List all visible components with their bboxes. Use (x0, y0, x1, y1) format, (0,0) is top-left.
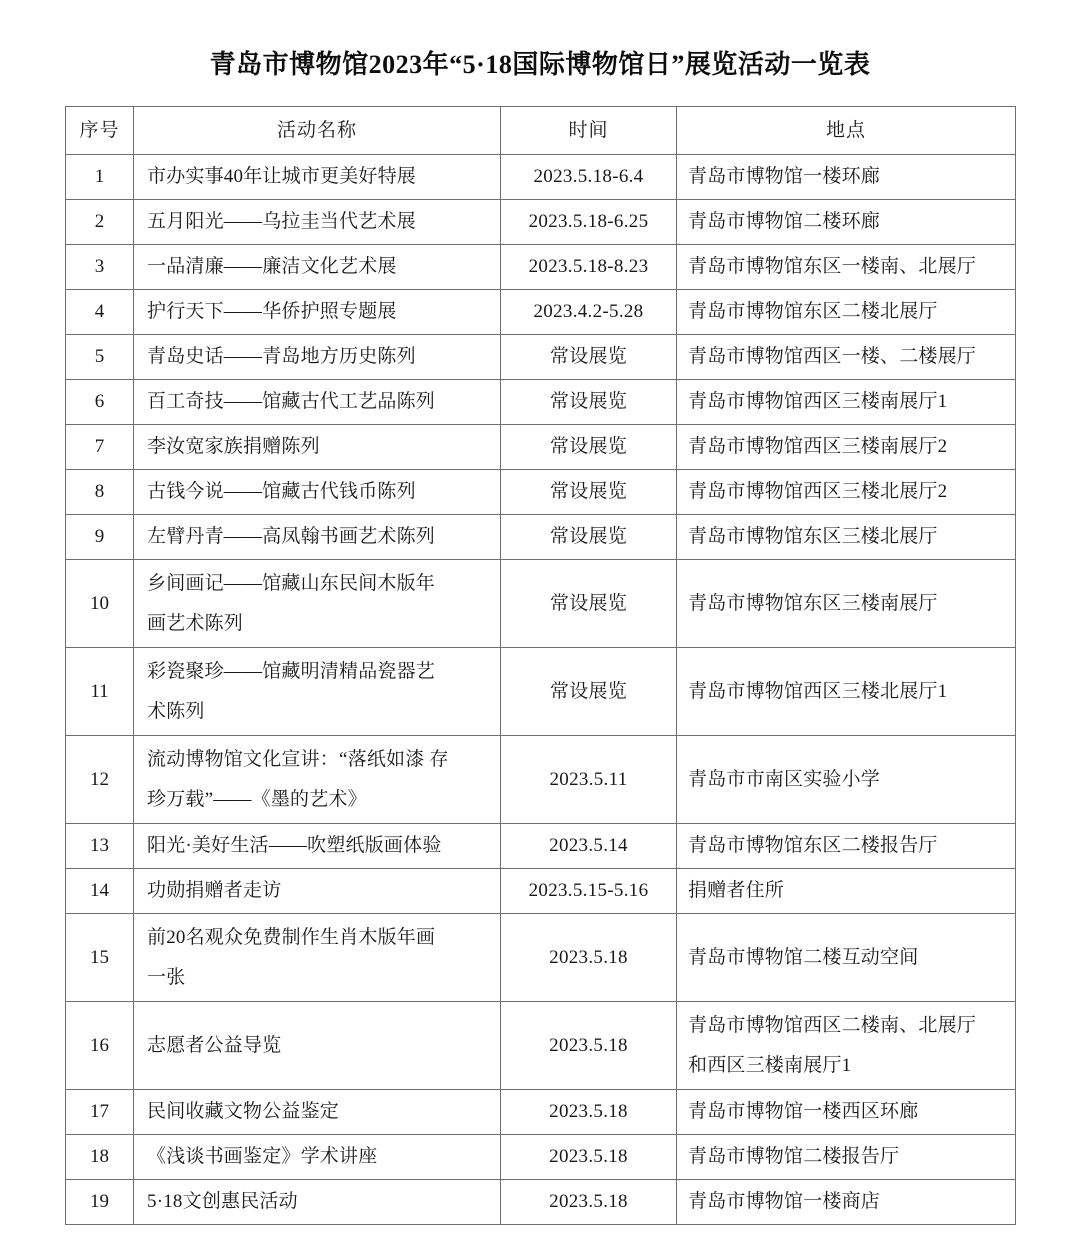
cell-time: 2023.4.2-5.28 (501, 290, 677, 335)
table-row (66, 200, 1016, 245)
exhibition-schedule-table (65, 106, 1016, 1225)
cell-index: 13 (66, 824, 134, 869)
cell-index: 10 (66, 560, 134, 648)
activity-name-line-1: 乡间画记——馆藏山东民间木版年 (147, 572, 436, 594)
activity-name-line-2: 术陈列 (147, 700, 205, 722)
table-body (66, 155, 1016, 1225)
activity-name-line-1: 流动博物馆文化宣讲：“落纸如漆 存 (147, 748, 449, 770)
cell-time: 2023.5.15-5.16 (501, 869, 677, 914)
cell-index: 3 (66, 245, 134, 290)
cell-time: 常设展览 (501, 560, 677, 648)
cell-index: 9 (66, 515, 134, 560)
column-header-name: 活动名称 (134, 107, 501, 155)
cell-time: 常设展览 (501, 515, 677, 560)
column-header-place: 地点 (677, 107, 1016, 155)
cell-place: 青岛市博物馆二楼互动空间 (677, 914, 1016, 1002)
cell-index: 7 (66, 425, 134, 470)
cell-index: 15 (66, 914, 134, 1002)
table-row (66, 425, 1016, 470)
table-row (66, 245, 1016, 290)
cell-activity-name: 百工奇技——馆藏古代工艺品陈列 (134, 380, 501, 425)
cell-activity-name: 志愿者公益导览 (134, 1002, 501, 1090)
cell-time: 常设展览 (501, 380, 677, 425)
table-row (66, 1002, 1016, 1090)
table-row (66, 914, 1016, 1002)
cell-time: 常设展览 (501, 335, 677, 380)
cell-place: 青岛市博物馆东区二楼报告厅 (677, 824, 1016, 869)
cell-activity-name: 民间收藏文物公益鉴定 (134, 1090, 501, 1135)
cell-place (677, 1002, 1016, 1090)
cell-time: 2023.5.18 (501, 1180, 677, 1225)
cell-index: 1 (66, 155, 134, 200)
table-row (66, 869, 1016, 914)
cell-place: 青岛市博物馆二楼环廊 (677, 200, 1016, 245)
cell-index: 17 (66, 1090, 134, 1135)
place-line-2: 和西区三楼南展厅1 (688, 1054, 852, 1076)
column-header-index: 序号 (66, 107, 134, 155)
cell-index: 6 (66, 380, 134, 425)
cell-activity-name (134, 560, 501, 648)
cell-index: 16 (66, 1002, 134, 1090)
cell-index: 19 (66, 1180, 134, 1225)
cell-activity-name: 护行天下——华侨护照专题展 (134, 290, 501, 335)
table-row (66, 560, 1016, 648)
cell-index: 11 (66, 648, 134, 736)
table-row (66, 1180, 1016, 1225)
activity-name-line-1: 彩瓷聚珍——馆藏明清精品瓷器艺 (147, 660, 436, 682)
table-header (66, 107, 1016, 155)
table-row (66, 515, 1016, 560)
cell-place: 青岛市博物馆西区一楼、二楼展厅 (677, 335, 1016, 380)
cell-time: 常设展览 (501, 425, 677, 470)
cell-activity-name (134, 648, 501, 736)
cell-index: 14 (66, 869, 134, 914)
table-row (66, 736, 1016, 824)
cell-index: 8 (66, 470, 134, 515)
table-row (66, 380, 1016, 425)
cell-time: 2023.5.18 (501, 1135, 677, 1180)
cell-activity-name: 5·18文创惠民活动 (134, 1180, 501, 1225)
cell-activity-name (134, 736, 501, 824)
table-row (66, 155, 1016, 200)
table-row (66, 335, 1016, 380)
cell-place: 青岛市博物馆东区二楼北展厅 (677, 290, 1016, 335)
table-row (66, 1090, 1016, 1135)
cell-place: 青岛市博物馆二楼报告厅 (677, 1135, 1016, 1180)
activity-name-line-2: 一张 (147, 966, 186, 988)
table-row (66, 1135, 1016, 1180)
cell-time: 2023.5.14 (501, 824, 677, 869)
cell-time: 2023.5.18 (501, 914, 677, 1002)
activity-name-line-2: 珍万载”——《墨的艺术》 (147, 788, 367, 810)
cell-place: 捐赠者住所 (677, 869, 1016, 914)
table-header-row (66, 107, 1016, 155)
cell-place: 青岛市市南区实验小学 (677, 736, 1016, 824)
cell-time: 2023.5.18 (501, 1002, 677, 1090)
table-row (66, 290, 1016, 335)
cell-activity-name: 李汝宽家族捐赠陈列 (134, 425, 501, 470)
cell-place: 青岛市博物馆西区三楼南展厅2 (677, 425, 1016, 470)
table-row (66, 824, 1016, 869)
cell-time: 2023.5.11 (501, 736, 677, 824)
column-header-time: 时间 (501, 107, 677, 155)
cell-place: 青岛市博物馆东区三楼南展厅 (677, 560, 1016, 648)
cell-time: 常设展览 (501, 470, 677, 515)
cell-activity-name: 市办实事40年让城市更美好特展 (134, 155, 501, 200)
cell-activity-name (134, 914, 501, 1002)
cell-index: 18 (66, 1135, 134, 1180)
cell-time: 常设展览 (501, 648, 677, 736)
cell-place: 青岛市博物馆西区三楼北展厅1 (677, 648, 1016, 736)
cell-activity-name: 青岛史话——青岛地方历史陈列 (134, 335, 501, 380)
cell-activity-name: 《浅谈书画鉴定》学术讲座 (134, 1135, 501, 1180)
place-line-1: 青岛市博物馆西区二楼南、北展厅 (688, 1014, 977, 1036)
activity-name-line-1: 前20名观众免费制作生肖木版年画 (147, 926, 436, 948)
cell-place: 青岛市博物馆一楼商店 (677, 1180, 1016, 1225)
cell-activity-name: 一品清廉——廉洁文化艺术展 (134, 245, 501, 290)
table-row (66, 470, 1016, 515)
cell-index: 12 (66, 736, 134, 824)
cell-place: 青岛市博物馆西区三楼北展厅2 (677, 470, 1016, 515)
cell-activity-name: 左臂丹青——高凤翰书画艺术陈列 (134, 515, 501, 560)
cell-place: 青岛市博物馆一楼西区环廊 (677, 1090, 1016, 1135)
cell-activity-name: 古钱今说——馆藏古代钱币陈列 (134, 470, 501, 515)
cell-activity-name: 五月阳光——乌拉圭当代艺术展 (134, 200, 501, 245)
cell-index: 4 (66, 290, 134, 335)
activity-name-line-2: 画艺术陈列 (147, 612, 244, 634)
cell-time: 2023.5.18-6.4 (501, 155, 677, 200)
table-row (66, 648, 1016, 736)
cell-place: 青岛市博物馆西区三楼南展厅1 (677, 380, 1016, 425)
cell-place: 青岛市博物馆一楼环廊 (677, 155, 1016, 200)
schedule-table-container (65, 106, 1015, 1225)
cell-index: 5 (66, 335, 134, 380)
cell-time: 2023.5.18 (501, 1090, 677, 1135)
cell-place: 青岛市博物馆东区三楼北展厅 (677, 515, 1016, 560)
cell-activity-name: 阳光·美好生活——吹塑纸版画体验 (134, 824, 501, 869)
cell-index: 2 (66, 200, 134, 245)
cell-place: 青岛市博物馆东区一楼南、北展厅 (677, 245, 1016, 290)
cell-time: 2023.5.18-8.23 (501, 245, 677, 290)
cell-activity-name: 功勋捐赠者走访 (134, 869, 501, 914)
page-title: 青岛市博物馆2023年“5·18国际博物馆日”展览活动一览表 (209, 50, 871, 79)
cell-time: 2023.5.18-6.25 (501, 200, 677, 245)
